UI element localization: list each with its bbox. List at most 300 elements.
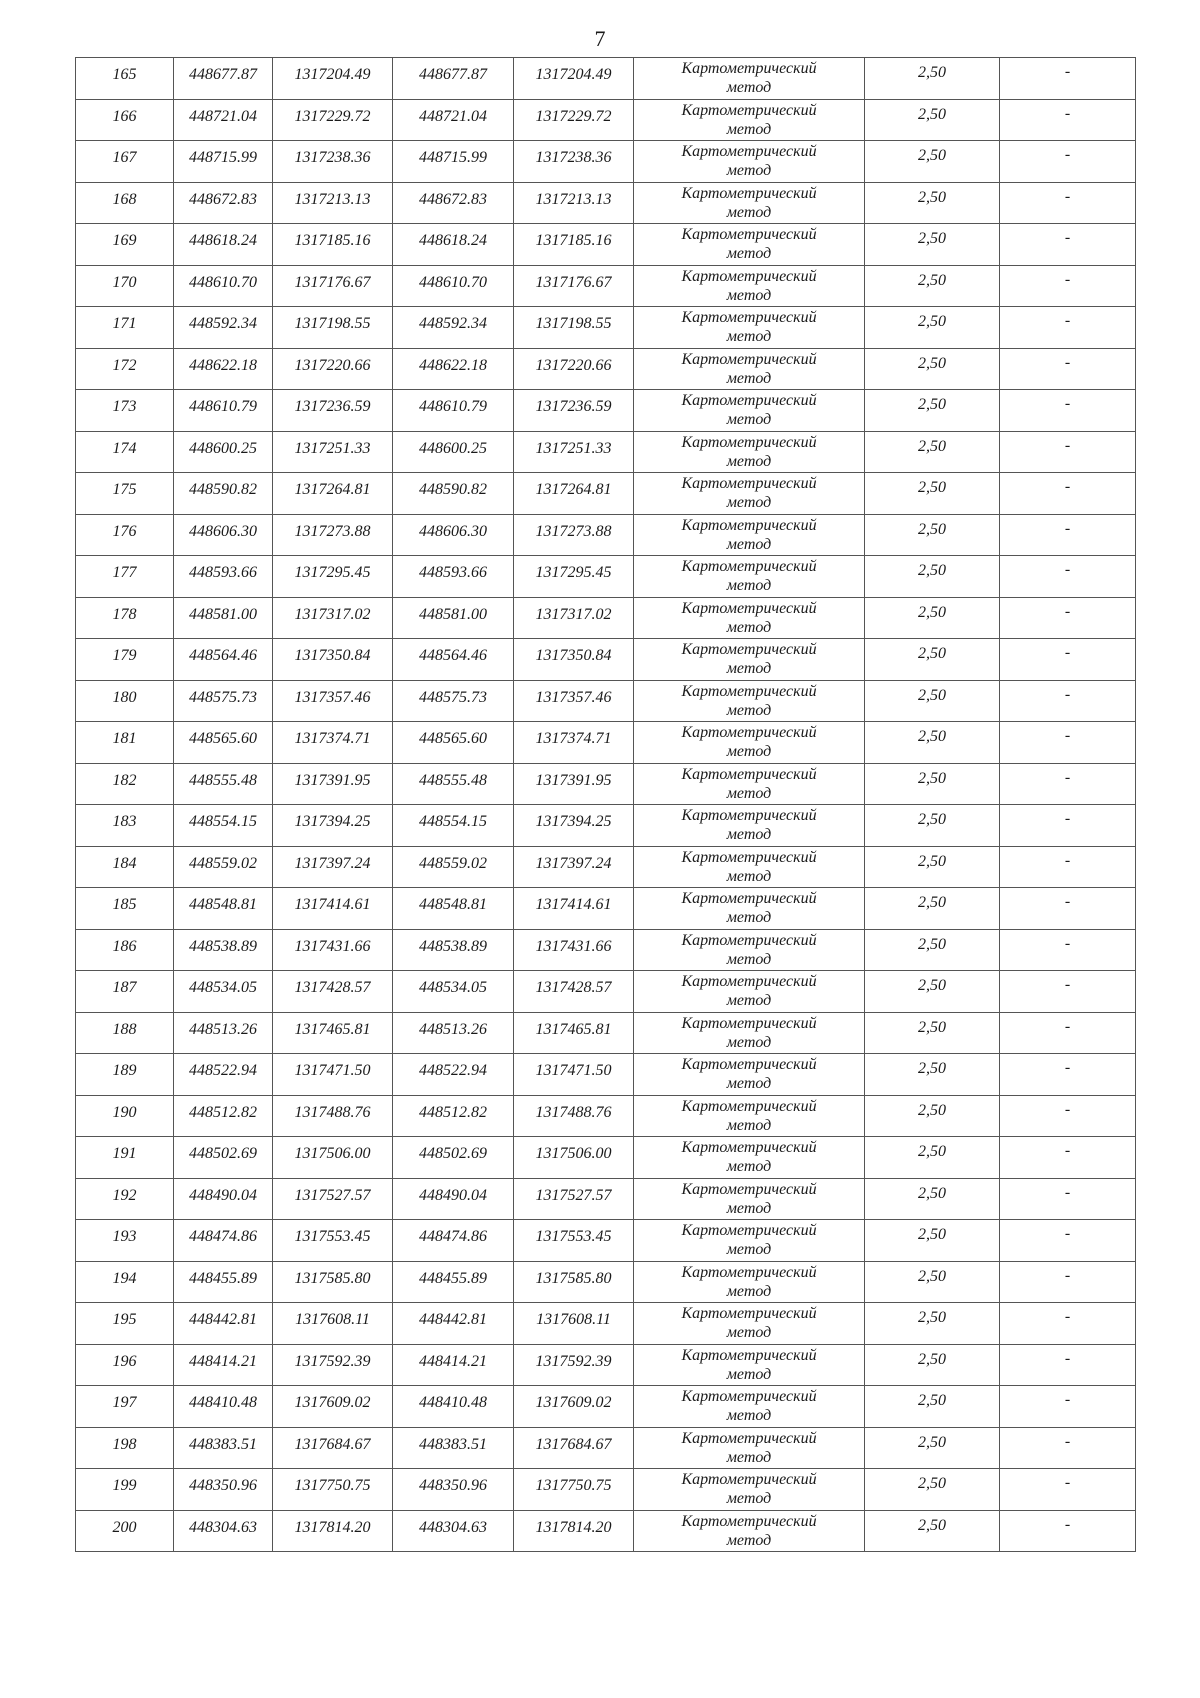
x-old-cell: 448548.81 xyxy=(174,888,273,930)
method-line-2: метод xyxy=(726,1407,772,1424)
note-cell: - xyxy=(1000,1427,1136,1469)
note-cell: - xyxy=(1000,1386,1136,1428)
table-row xyxy=(76,1095,1136,1137)
method-line-2: метод xyxy=(726,826,772,843)
y-old-cell: 1317750.75 xyxy=(273,1469,393,1511)
accuracy-cell: 2,50 xyxy=(865,99,1000,141)
y-old-cell: 1317229.72 xyxy=(273,99,393,141)
method-line-1: Картометрический xyxy=(681,807,817,824)
method-cell xyxy=(634,846,865,888)
method-cell xyxy=(634,514,865,556)
accuracy-cell: 2,50 xyxy=(865,265,1000,307)
method-cell xyxy=(634,1012,865,1054)
method-line-2: метод xyxy=(726,494,772,511)
method-line-1: Картометрический xyxy=(681,558,817,575)
accuracy-cell: 2,50 xyxy=(865,1178,1000,1220)
x-new-cell: 448522.94 xyxy=(393,1054,514,1096)
method-line-1: Картометрический xyxy=(681,1263,817,1281)
note-cell: - xyxy=(1000,597,1136,639)
y-old-cell: 1317176.67 xyxy=(273,265,393,307)
y-old-cell: 1317506.00 xyxy=(273,1137,393,1179)
method-cell xyxy=(634,265,865,307)
x-new-cell: 448721.04 xyxy=(393,99,514,141)
note-cell: - xyxy=(1000,390,1136,432)
point-number-cell: 196 xyxy=(76,1344,174,1386)
note-cell: - xyxy=(1000,473,1136,515)
method-line-2: метод xyxy=(726,660,772,677)
method-line-2: метод xyxy=(726,1324,772,1341)
x-new-cell: 448410.48 xyxy=(393,1386,514,1428)
point-number-cell: 178 xyxy=(76,597,174,639)
method-cell xyxy=(634,1095,865,1137)
x-old-cell: 448575.73 xyxy=(174,680,273,722)
table-row xyxy=(76,265,1136,307)
x-old-cell: 448564.46 xyxy=(174,639,273,681)
method-line-2: метод xyxy=(726,1365,772,1383)
method-line-1: Картометрический xyxy=(681,1222,817,1239)
accuracy-cell: 2,50 xyxy=(865,1469,1000,1511)
table-row xyxy=(76,473,1136,515)
x-old-cell: 448554.15 xyxy=(174,805,273,847)
note-cell: - xyxy=(1000,307,1136,349)
method-cell xyxy=(634,556,865,598)
point-number-cell: 174 xyxy=(76,431,174,473)
method-cell xyxy=(634,1427,865,1469)
y-old-cell: 1317414.61 xyxy=(273,888,393,930)
method-line-1: Картометрический xyxy=(681,143,817,160)
note-cell: - xyxy=(1000,763,1136,805)
accuracy-cell: 2,50 xyxy=(865,1303,1000,1345)
y-old-cell: 1317814.20 xyxy=(273,1510,393,1552)
method-line-1: Картометрический xyxy=(681,682,817,700)
method-cell xyxy=(634,888,865,930)
method-line-2: метод xyxy=(726,328,772,345)
method-line-1: Картометрический xyxy=(681,1388,817,1405)
method-line-2: метод xyxy=(726,120,772,138)
note-cell: - xyxy=(1000,1344,1136,1386)
y-old-cell: 1317220.66 xyxy=(273,348,393,390)
point-number-cell: 195 xyxy=(76,1303,174,1345)
y-new-cell: 1317814.20 xyxy=(514,1510,634,1552)
y-new-cell: 1317350.84 xyxy=(514,639,634,681)
method-line-2: метод xyxy=(726,1282,772,1300)
y-old-cell: 1317264.81 xyxy=(273,473,393,515)
accuracy-cell: 2,50 xyxy=(865,846,1000,888)
note-cell: - xyxy=(1000,514,1136,556)
x-old-cell: 448490.04 xyxy=(174,1178,273,1220)
y-old-cell: 1317236.59 xyxy=(273,390,393,432)
x-new-cell: 448606.30 xyxy=(393,514,514,556)
x-old-cell: 448610.70 xyxy=(174,265,273,307)
method-line-2: метод xyxy=(726,1158,772,1175)
accuracy-cell: 2,50 xyxy=(865,348,1000,390)
y-new-cell: 1317414.61 xyxy=(514,888,634,930)
method-line-2: метод xyxy=(726,1241,772,1258)
accuracy-cell: 2,50 xyxy=(865,390,1000,432)
method-cell xyxy=(634,763,865,805)
accuracy-cell: 2,50 xyxy=(865,514,1000,556)
note-cell: - xyxy=(1000,1303,1136,1345)
method-line-1: Картометрический xyxy=(681,516,817,534)
method-line-1: Картометрический xyxy=(681,475,817,492)
point-number-cell: 188 xyxy=(76,1012,174,1054)
table-row xyxy=(76,763,1136,805)
point-number-cell: 166 xyxy=(76,99,174,141)
method-cell xyxy=(634,1054,865,1096)
method-line-2: метод xyxy=(726,1033,772,1051)
x-new-cell: 448677.87 xyxy=(393,58,514,100)
method-line-1: Картометрический xyxy=(681,1139,817,1156)
y-new-cell: 1317585.80 xyxy=(514,1261,634,1303)
note-cell: - xyxy=(1000,58,1136,100)
x-new-cell: 448592.34 xyxy=(393,307,514,349)
table-row xyxy=(76,639,1136,681)
y-new-cell: 1317273.88 xyxy=(514,514,634,556)
x-new-cell: 448304.63 xyxy=(393,1510,514,1552)
accuracy-cell: 2,50 xyxy=(865,1386,1000,1428)
x-new-cell: 448490.04 xyxy=(393,1178,514,1220)
method-line-2: метод xyxy=(726,867,772,885)
table-row xyxy=(76,597,1136,639)
method-line-1: Картометрический xyxy=(681,931,817,949)
y-new-cell: 1317506.00 xyxy=(514,1137,634,1179)
y-new-cell: 1317608.11 xyxy=(514,1303,634,1345)
method-line-1: Картометрический xyxy=(681,267,817,285)
method-line-1: Картометрический xyxy=(681,60,817,77)
method-line-1: Картометрический xyxy=(681,641,817,658)
accuracy-cell: 2,50 xyxy=(865,1220,1000,1262)
accuracy-cell: 2,50 xyxy=(865,680,1000,722)
method-cell xyxy=(634,1469,865,1511)
method-line-1: Картометрический xyxy=(681,724,817,741)
method-line-2: метод xyxy=(726,992,772,1009)
x-old-cell: 448522.94 xyxy=(174,1054,273,1096)
accuracy-cell: 2,50 xyxy=(865,1261,1000,1303)
y-new-cell: 1317204.49 xyxy=(514,58,634,100)
table-row xyxy=(76,348,1136,390)
accuracy-cell: 2,50 xyxy=(865,1095,1000,1137)
y-old-cell: 1317488.76 xyxy=(273,1095,393,1137)
x-old-cell: 448442.81 xyxy=(174,1303,273,1345)
point-number-cell: 169 xyxy=(76,224,174,266)
method-line-2: метод xyxy=(726,1531,772,1549)
table-row xyxy=(76,431,1136,473)
accuracy-cell: 2,50 xyxy=(865,431,1000,473)
table-row xyxy=(76,514,1136,556)
x-new-cell: 448538.89 xyxy=(393,929,514,971)
x-old-cell: 448414.21 xyxy=(174,1344,273,1386)
method-line-2: метод xyxy=(726,452,772,470)
x-old-cell: 448721.04 xyxy=(174,99,273,141)
table-row xyxy=(76,182,1136,224)
accuracy-cell: 2,50 xyxy=(865,182,1000,224)
coordinates-table-body xyxy=(76,58,1136,1552)
accuracy-cell: 2,50 xyxy=(865,722,1000,764)
accuracy-cell: 2,50 xyxy=(865,1427,1000,1469)
note-cell: - xyxy=(1000,141,1136,183)
accuracy-cell: 2,50 xyxy=(865,763,1000,805)
x-old-cell: 448618.24 xyxy=(174,224,273,266)
method-line-2: метод xyxy=(726,1490,772,1507)
y-old-cell: 1317609.02 xyxy=(273,1386,393,1428)
y-old-cell: 1317357.46 xyxy=(273,680,393,722)
method-line-1: Картометрический xyxy=(681,1471,817,1488)
accuracy-cell: 2,50 xyxy=(865,1054,1000,1096)
method-line-2: метод xyxy=(726,1116,772,1134)
method-line-1: Картометрический xyxy=(681,1346,817,1364)
y-new-cell: 1317198.55 xyxy=(514,307,634,349)
method-line-1: Картометрический xyxy=(681,226,817,243)
point-number-cell: 200 xyxy=(76,1510,174,1552)
table-row xyxy=(76,1054,1136,1096)
table-row xyxy=(76,58,1136,100)
method-cell xyxy=(634,182,865,224)
method-cell xyxy=(634,805,865,847)
method-line-2: метод xyxy=(726,535,772,553)
point-number-cell: 198 xyxy=(76,1427,174,1469)
y-old-cell: 1317592.39 xyxy=(273,1344,393,1386)
method-line-1: Картометрический xyxy=(681,1305,817,1322)
x-new-cell: 448555.48 xyxy=(393,763,514,805)
method-line-2: метод xyxy=(726,411,772,428)
x-old-cell: 448555.48 xyxy=(174,763,273,805)
method-line-1: Картометрический xyxy=(681,1512,817,1530)
table-row xyxy=(76,1261,1136,1303)
method-cell xyxy=(634,348,865,390)
method-cell xyxy=(634,929,865,971)
method-line-2: метод xyxy=(726,577,772,594)
method-line-2: метод xyxy=(726,701,772,719)
y-new-cell: 1317220.66 xyxy=(514,348,634,390)
y-new-cell: 1317238.36 xyxy=(514,141,634,183)
accuracy-cell: 2,50 xyxy=(865,929,1000,971)
method-cell xyxy=(634,431,865,473)
y-old-cell: 1317397.24 xyxy=(273,846,393,888)
y-new-cell: 1317185.16 xyxy=(514,224,634,266)
y-old-cell: 1317295.45 xyxy=(273,556,393,598)
method-cell xyxy=(634,722,865,764)
accuracy-cell: 2,50 xyxy=(865,556,1000,598)
note-cell: - xyxy=(1000,929,1136,971)
table-row xyxy=(76,1220,1136,1262)
accuracy-cell: 2,50 xyxy=(865,1344,1000,1386)
y-old-cell: 1317350.84 xyxy=(273,639,393,681)
page-number: 7 xyxy=(594,26,606,51)
method-cell xyxy=(634,58,865,100)
x-new-cell: 448715.99 xyxy=(393,141,514,183)
table-row xyxy=(76,224,1136,266)
x-new-cell: 448581.00 xyxy=(393,597,514,639)
x-old-cell: 448600.25 xyxy=(174,431,273,473)
x-old-cell: 448502.69 xyxy=(174,1137,273,1179)
point-number-cell: 168 xyxy=(76,182,174,224)
method-line-2: метод xyxy=(726,1199,772,1217)
y-old-cell: 1317238.36 xyxy=(273,141,393,183)
x-new-cell: 448600.25 xyxy=(393,431,514,473)
table-row xyxy=(76,1303,1136,1345)
note-cell: - xyxy=(1000,1137,1136,1179)
point-number-cell: 176 xyxy=(76,514,174,556)
method-cell xyxy=(634,1344,865,1386)
y-old-cell: 1317585.80 xyxy=(273,1261,393,1303)
y-new-cell: 1317229.72 xyxy=(514,99,634,141)
y-old-cell: 1317553.45 xyxy=(273,1220,393,1262)
method-line-1: Картометрический xyxy=(681,890,817,907)
x-new-cell: 448414.21 xyxy=(393,1344,514,1386)
method-line-2: метод xyxy=(726,369,772,387)
table-row xyxy=(76,1344,1136,1386)
y-new-cell: 1317609.02 xyxy=(514,1386,634,1428)
y-old-cell: 1317465.81 xyxy=(273,1012,393,1054)
point-number-cell: 194 xyxy=(76,1261,174,1303)
y-new-cell: 1317397.24 xyxy=(514,846,634,888)
point-number-cell: 172 xyxy=(76,348,174,390)
method-line-2: метод xyxy=(726,1075,772,1092)
y-old-cell: 1317684.67 xyxy=(273,1427,393,1469)
x-new-cell: 448502.69 xyxy=(393,1137,514,1179)
point-number-cell: 177 xyxy=(76,556,174,598)
x-new-cell: 448672.83 xyxy=(393,182,514,224)
y-new-cell: 1317295.45 xyxy=(514,556,634,598)
x-old-cell: 448677.87 xyxy=(174,58,273,100)
method-line-1: Картометрический xyxy=(681,848,817,866)
method-cell xyxy=(634,680,865,722)
table-row xyxy=(76,141,1136,183)
y-old-cell: 1317527.57 xyxy=(273,1178,393,1220)
method-cell xyxy=(634,390,865,432)
x-old-cell: 448304.63 xyxy=(174,1510,273,1552)
x-old-cell: 448538.89 xyxy=(174,929,273,971)
note-cell: - xyxy=(1000,971,1136,1013)
x-old-cell: 448474.86 xyxy=(174,1220,273,1262)
coordinates-table xyxy=(75,57,1136,1552)
y-new-cell: 1317553.45 xyxy=(514,1220,634,1262)
table-row xyxy=(76,1012,1136,1054)
y-old-cell: 1317374.71 xyxy=(273,722,393,764)
method-cell xyxy=(634,597,865,639)
y-new-cell: 1317527.57 xyxy=(514,1178,634,1220)
y-new-cell: 1317750.75 xyxy=(514,1469,634,1511)
x-old-cell: 448622.18 xyxy=(174,348,273,390)
note-cell: - xyxy=(1000,556,1136,598)
note-cell: - xyxy=(1000,265,1136,307)
y-old-cell: 1317608.11 xyxy=(273,1303,393,1345)
point-number-cell: 175 xyxy=(76,473,174,515)
x-new-cell: 448534.05 xyxy=(393,971,514,1013)
x-old-cell: 448383.51 xyxy=(174,1427,273,1469)
point-number-cell: 197 xyxy=(76,1386,174,1428)
note-cell: - xyxy=(1000,99,1136,141)
method-cell xyxy=(634,1137,865,1179)
x-old-cell: 448512.82 xyxy=(174,1095,273,1137)
note-cell: - xyxy=(1000,1510,1136,1552)
table-row xyxy=(76,556,1136,598)
table-row xyxy=(76,99,1136,141)
method-cell xyxy=(634,1220,865,1262)
method-cell xyxy=(634,473,865,515)
point-number-cell: 193 xyxy=(76,1220,174,1262)
note-cell: - xyxy=(1000,431,1136,473)
method-line-1: Картометрический xyxy=(681,1097,817,1115)
point-number-cell: 181 xyxy=(76,722,174,764)
point-number-cell: 190 xyxy=(76,1095,174,1137)
y-old-cell: 1317394.25 xyxy=(273,805,393,847)
y-new-cell: 1317251.33 xyxy=(514,431,634,473)
point-number-cell: 184 xyxy=(76,846,174,888)
method-line-1: Картометрический xyxy=(681,433,817,451)
method-line-1: Картометрический xyxy=(681,1180,817,1198)
x-new-cell: 448593.66 xyxy=(393,556,514,598)
y-new-cell: 1317264.81 xyxy=(514,473,634,515)
note-cell: - xyxy=(1000,1095,1136,1137)
x-old-cell: 448592.34 xyxy=(174,307,273,349)
y-old-cell: 1317251.33 xyxy=(273,431,393,473)
y-old-cell: 1317428.57 xyxy=(273,971,393,1013)
y-new-cell: 1317684.67 xyxy=(514,1427,634,1469)
note-cell: - xyxy=(1000,224,1136,266)
note-cell: - xyxy=(1000,1054,1136,1096)
y-old-cell: 1317273.88 xyxy=(273,514,393,556)
method-line-2: метод xyxy=(726,950,772,968)
x-new-cell: 448564.46 xyxy=(393,639,514,681)
note-cell: - xyxy=(1000,1469,1136,1511)
method-cell xyxy=(634,224,865,266)
point-number-cell: 192 xyxy=(76,1178,174,1220)
point-number-cell: 182 xyxy=(76,763,174,805)
note-cell: - xyxy=(1000,1012,1136,1054)
method-cell xyxy=(634,1386,865,1428)
y-new-cell: 1317471.50 xyxy=(514,1054,634,1096)
accuracy-cell: 2,50 xyxy=(865,971,1000,1013)
method-cell xyxy=(634,141,865,183)
point-number-cell: 185 xyxy=(76,888,174,930)
y-old-cell: 1317213.13 xyxy=(273,182,393,224)
x-new-cell: 448610.70 xyxy=(393,265,514,307)
accuracy-cell: 2,50 xyxy=(865,888,1000,930)
table-row xyxy=(76,888,1136,930)
accuracy-cell: 2,50 xyxy=(865,805,1000,847)
x-new-cell: 448590.82 xyxy=(393,473,514,515)
table-row xyxy=(76,929,1136,971)
method-cell xyxy=(634,1510,865,1552)
x-old-cell: 448565.60 xyxy=(174,722,273,764)
method-line-2: метод xyxy=(726,79,772,96)
note-cell: - xyxy=(1000,639,1136,681)
point-number-cell: 170 xyxy=(76,265,174,307)
y-new-cell: 1317431.66 xyxy=(514,929,634,971)
method-line-1: Картометрический xyxy=(681,184,817,202)
x-new-cell: 448383.51 xyxy=(393,1427,514,1469)
note-cell: - xyxy=(1000,1261,1136,1303)
method-line-2: метод xyxy=(726,1448,772,1466)
method-line-2: метод xyxy=(726,618,772,636)
point-number-cell: 165 xyxy=(76,58,174,100)
table-row xyxy=(76,680,1136,722)
x-new-cell: 448610.79 xyxy=(393,390,514,432)
note-cell: - xyxy=(1000,888,1136,930)
method-line-1: Картометрический xyxy=(681,765,817,783)
method-line-1: Картометрический xyxy=(681,973,817,990)
x-old-cell: 448581.00 xyxy=(174,597,273,639)
x-new-cell: 448512.82 xyxy=(393,1095,514,1137)
method-cell xyxy=(634,1261,865,1303)
note-cell: - xyxy=(1000,1220,1136,1262)
method-line-2: метод xyxy=(726,909,772,926)
table-row xyxy=(76,1469,1136,1511)
accuracy-cell: 2,50 xyxy=(865,224,1000,266)
y-new-cell: 1317394.25 xyxy=(514,805,634,847)
method-line-1: Картометрический xyxy=(681,392,817,409)
